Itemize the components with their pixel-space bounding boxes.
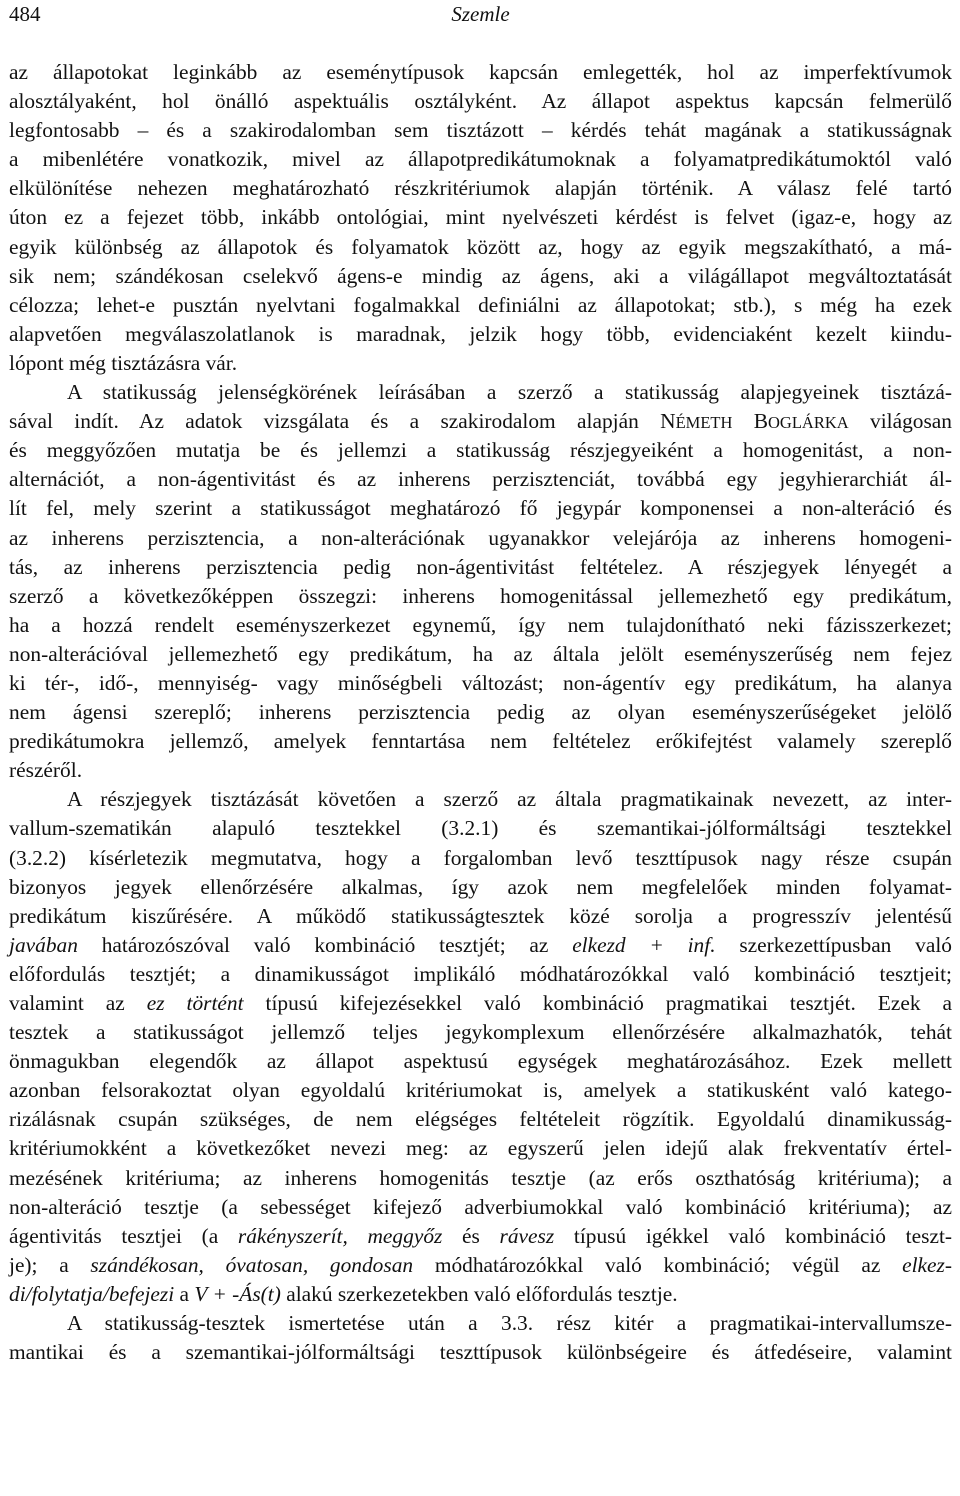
text-line: célozza; lehet-e pusztán nyelvtani fogalmakkal definiálni az állapotokat; stb.), s még ha ezek [9, 292, 952, 317]
text-line: non-alteráció tesztje (a sebességet kifejező adverbiumokkal való kombináció kritériuma); az [9, 1194, 952, 1219]
text-segment: alakú szerkezetekben való előfordulás tesztje. [280, 1281, 678, 1306]
document-page [9, 0, 952, 1367]
italic-term: ez történt [146, 991, 244, 1015]
text-segment: határozószóval való kombináció tesztjét; az [77, 932, 573, 957]
text-line-paragraph-end [9, 1280, 952, 1309]
author-name-smallcaps: OGLÁRKA [768, 413, 849, 433]
text-line: sik nem; szándékosan cselekvő ágens-e mindig az ágens, aki a világállapot megváltoztatását [9, 263, 952, 288]
text-line: az inherens perzisztencia, a non-alterációnak ugyanakkor velejárója az inherens homogeni- [9, 525, 952, 550]
text-line: a mibenlétére vonatkozik, mivel az állapotpredikátumoknak a folyamatpredikátumoktól való [9, 147, 952, 172]
text-segment: típusú kifejezésekkel való kombináció pragmatikai tesztjét. Ezek a [243, 991, 952, 1015]
text-line: lít fel, mely szerint a statikusságot meghatározó fő jegypár komponensei a non-alteráció és [9, 496, 952, 521]
text-line: alosztályaként, hol önálló aspektuális osztályként. Az állapot aspektus kapcsán felmerülő [9, 89, 952, 114]
text-line: mezésének kritériuma; az inherens homogenitás tesztje (az erős oszthatóság kritériuma); a [9, 1165, 952, 1190]
italic-term: di/folytatja/befejezi [9, 1281, 175, 1306]
italic-term: rákényszerít, meggyőz [237, 1223, 443, 1248]
text-line: tesztek a statikusságot jellemző teljes jegykomplexum ellenőrzésére alkalmazhatók, tehát [9, 1020, 952, 1045]
text-line: az állapotokat leginkább az eseménytípusok kapcsán emlegették, hol az imperfektívumok [9, 60, 952, 84]
running-title: Szemle [451, 2, 510, 26]
text-line-with-author-name [9, 407, 952, 436]
text-line: alapvetően megválaszolatlanok is maradnak, jelzik hogy több, evidenciaként kezelt kiindu- [9, 321, 952, 346]
text-segment: valamint az [9, 991, 147, 1015]
text-line: legfontosabb – és a szakirodalomban sem tisztázott – kérdés tehát magának a statikusságnak [9, 118, 952, 143]
italic-term: V + -Ás(t) [194, 1281, 281, 1306]
italic-term: elkezd + inf. [572, 932, 716, 957]
text-line: szerző a következőképpen összegzi: inherens homogenitással jellemezhető egy predikátum, [9, 583, 952, 608]
text-line-paragraph-start: A statikusság-tesztek ismertetése után a 3.3. rész kitér a pragmatikai-intervallumsze- [67, 1311, 952, 1336]
text-line: előfordulás tesztjét; a dinamikusságot implikáló módhatározókkal való kombináció tesztjeit; [9, 961, 952, 986]
text-segment: típusú igékkel való kombináció teszt- [554, 1223, 953, 1248]
text-segment: a [174, 1281, 195, 1306]
text-segment: je); a [9, 1252, 91, 1277]
text-line-with-italics [9, 931, 952, 960]
text-segment: ágentivitás tesztjei (a [9, 1223, 238, 1248]
text-line: alternációt, a non-ágentivitást és az inherens perzisztenciát, továbbá egy jegyhierarchiát ál- [9, 467, 952, 492]
text-line: (3.2.2) kísérletezik megmutatva, hogy a forgalomban levő teszttípusok nagy része csupán [9, 845, 952, 870]
text-line: tás, az inherens perzisztencia pedig non-ágentivitást feltételez. A részjegyek lényegét a [9, 554, 952, 579]
text-line: non-alterációval jellemezhető egy predikátum, ha az általa jelölt eseményszerűség nem fejez [9, 641, 952, 666]
text-line-paragraph-end: részéről. [9, 758, 83, 783]
body-text [9, 58, 952, 1367]
text-line: úton ez a fejezet több, inkább ontológiai, mint nyelvészeti kérdést is felvet (igaz-e, hogy az [9, 205, 952, 230]
page-number: 484 [9, 2, 41, 26]
text-line: elkülönítése nehezen meghatározható részkritériumok alapján történik. A válasz felé tartó [9, 176, 952, 201]
text-segment: módhatározókkal való kombináció; végül az [413, 1252, 903, 1277]
text-line: önmagukban elegendők az állapot aspektusú egységek meghatározásához. Ezek mellett [9, 1049, 952, 1074]
italic-term: szándékosan, óvatosan, gondosan [90, 1252, 414, 1277]
text-segment: szerkezettípusban való [715, 932, 952, 957]
text-line: rizálásnak csupán szükséges, de nem elégséges feltételeit rögzítik. Egyoldalú dinamikusság- [9, 1107, 952, 1132]
text-line: bizonyos jegyek ellenőrzésére alkalmas, így azok nem megfelelőek minden folyamat- [9, 874, 952, 899]
text-segment: és [442, 1223, 500, 1248]
text-line-with-italics [9, 1251, 952, 1280]
text-line: predikátumokra jellemző, amelyek fenntartása nem feltételez erőkifejtést valamely szereplő [9, 729, 952, 754]
text-line-paragraph-end: lópont még tisztázásra vár. [9, 350, 238, 375]
text-line: egyik különbség az állapotok és folyamatok között az, hogy az egyik megszakítható, a má- [9, 234, 952, 259]
italic-term: javában [9, 932, 78, 957]
author-name-smallcaps: ÉMETH [675, 413, 733, 433]
text-line-paragraph-start: A statikusság jelenségkörének leírásában a szerző a statikusság alapjegyeinek tisztázá- [67, 380, 952, 405]
text-segment: sával indít. Az adatok vizsgálata és a szakirodalom alapján [9, 409, 661, 434]
author-name-initial: N [660, 409, 676, 434]
text-line-with-italics [9, 1222, 952, 1251]
italic-term: elkez- [902, 1252, 952, 1277]
text-line: mantikai és a szemantikai-jólformáltsági teszttípusok különbségeire és átfedéseire, valamint [9, 1340, 952, 1365]
text-line-paragraph-start: A részjegyek tisztázását követően a szerző az általa pragmatikainak nevezett, az inter- [67, 787, 952, 812]
text-line: kritériumokként a következőket nevezi meg: az egyszerű jelen idejű alak frekventatív értel- [9, 1136, 952, 1161]
text-line: és meggyőzően mutatja be és jellemzi a statikusság részjegyeiként a homogenitást, a non- [9, 438, 952, 463]
text-line: predikátum kiszűrésére. A működő statikusságtesztek közé sorolja a progresszív jelentésű [9, 903, 952, 928]
text-line: ki tér-, idő-, mennyiség- vagy minőségbeli változást; non-ágentív egy predikátum, ha alanya [9, 670, 952, 695]
text-line: nem ágensi szereplő; inherens perzisztencia pedig az olyan eseményszerűségeket jelölő [9, 700, 952, 725]
text-segment: világosan [848, 409, 952, 434]
text-line-with-italics [9, 989, 952, 1018]
author-name-initial: B [753, 409, 769, 434]
page-header [9, 0, 952, 30]
text-line: vallum-szematikán alapuló tesztekkel (3.2.1) és szemantikai-jólformáltsági tesztekkel [9, 816, 952, 841]
italic-term: rávesz [499, 1223, 555, 1248]
text-line: ha a hozzá rendelt eseményszerkezet egynemű, így nem tulajdonítható neki fázisszerkezet; [9, 612, 952, 637]
text-line: azonban felsorakoztat olyan egyoldalú kritériumokat is, amelyek a statikusként való katego- [9, 1078, 952, 1103]
